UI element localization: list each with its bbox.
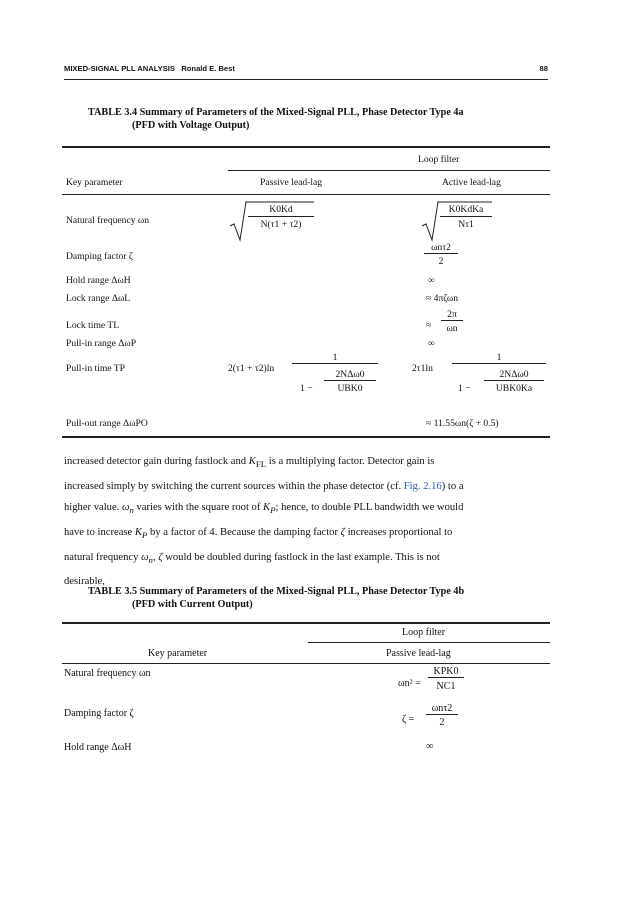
t35-row-natural-frequency: Natural frequency ωn bbox=[64, 668, 151, 679]
pullout-range-value: ≈ 11.55ωn(ζ + 0.5) bbox=[426, 418, 499, 429]
paragraph-line: desirable, bbox=[64, 576, 105, 588]
lock-range-value: ≈ 4πζωn bbox=[426, 293, 459, 304]
table-3-4-group-rule bbox=[228, 170, 550, 171]
row-damping-factor: Damping factor ζ bbox=[66, 251, 133, 262]
t35-damping-lhs: ζ = bbox=[402, 714, 415, 725]
table-3-4-bottom-rule bbox=[62, 436, 550, 438]
table-3-4-col-active: Active lead-lag bbox=[442, 177, 501, 188]
table-3-4-caption: TABLE 3.4 Summary of Parameters of the Mixed-Signal PLL, Phase Detector Type 4a (PFD with Voltage Output) bbox=[88, 107, 464, 131]
header-rule bbox=[64, 79, 548, 80]
t35-natfreq-fraction: KPK0 NC1 bbox=[428, 666, 464, 692]
figure-reference-link[interactable]: Fig. 2.16 bbox=[403, 480, 442, 492]
t35-row-hold-range: Hold range ΔωH bbox=[64, 742, 132, 753]
author-name: Ronald E. Best bbox=[181, 64, 235, 73]
t35-damping-fraction: ωnτ2 2 bbox=[426, 703, 458, 728]
active-pullin-inner-fraction: 2NΔω0 UBK0Ka bbox=[484, 369, 544, 394]
table-3-4-group-header: Loop filter bbox=[418, 154, 460, 165]
paragraph-line: increased simply by switching the current sources within the phase detector (cf. Fig. 2.16) to a bbox=[64, 480, 464, 492]
body-paragraph bbox=[64, 451, 550, 593]
table-3-4-header-rule bbox=[62, 194, 550, 195]
table-3-4-top-rule bbox=[62, 146, 550, 148]
row-hold-range: Hold range ΔωH bbox=[66, 275, 131, 286]
paragraph-line: higher value. $\omega_n$ varies with the square root of $K_P$; hence, to double PLL bandwidth we would bbox=[64, 502, 464, 516]
active-pullin-fraction: 1 bbox=[452, 352, 546, 364]
row-pullin-time: Pull-in time TP bbox=[66, 363, 125, 374]
paragraph-line: increased detector gain during fastlock and $K_{FL}$ is a multiplying factor. Detector gain is bbox=[64, 456, 435, 470]
table-3-4-col-passive: Passive lead-lag bbox=[260, 177, 323, 188]
table-3-5-col-passive: Passive lead-lag bbox=[386, 648, 451, 659]
pullin-range-value: ∞ bbox=[428, 338, 435, 349]
passive-pullin-inner-fraction: 2NΔω0 UBK0 bbox=[324, 369, 376, 394]
t35-hold-range-value: ∞ bbox=[426, 741, 434, 752]
running-title: MIXED-SIGNAL PLL ANALYSIS Ronald E. Best bbox=[64, 64, 235, 73]
passive-pullin-fraction: 1 bbox=[292, 352, 378, 364]
row-pullout-range: Pull-out range ΔωPO bbox=[66, 418, 148, 429]
lock-time-fraction: 2π ωn bbox=[441, 309, 463, 334]
active-pullin-inner-one: 1 − bbox=[458, 383, 471, 394]
page-number: 88 bbox=[539, 64, 548, 73]
active-damping-formula: ωnτ2 2 bbox=[424, 242, 458, 267]
row-natural-frequency: Natural frequency ωn bbox=[66, 215, 150, 226]
active-pullin-prefix: 2τ1ln bbox=[412, 363, 433, 374]
table-3-5-header-rule bbox=[62, 663, 550, 664]
paragraph-line: have to increase $K_P$ by a factor of 4. Because the damping factor ζ increases proportional to bbox=[64, 527, 453, 541]
table-3-5-caption: TABLE 3.5 Summary of Parameters of the Mixed-Signal PLL, Phase Detector Type 4b (PFD with Current Output) bbox=[88, 586, 465, 610]
table-3-5-group-header: Loop filter bbox=[402, 627, 446, 638]
row-lock-time: Lock time TL bbox=[66, 320, 120, 331]
t35-natfreq-lhs: ωn² = bbox=[398, 678, 421, 689]
passive-pullin-prefix: 2(τ1 + τ2)ln bbox=[228, 363, 275, 374]
paragraph-line: natural frequency $\omega_n$, ζ would be doubled during fastlock in the last example. This is not bbox=[64, 551, 440, 565]
table-3-5-group-rule bbox=[308, 642, 550, 643]
table-3-5-col-key: Key parameter bbox=[148, 648, 208, 659]
running-header bbox=[64, 64, 548, 78]
lock-time-prefix: ≈ bbox=[426, 320, 432, 331]
table-3-5-top-rule bbox=[62, 622, 550, 624]
passive-pullin-inner-one: 1 − bbox=[300, 383, 313, 394]
row-lock-range: Lock range ΔωL bbox=[66, 293, 131, 304]
table-3-4-col-key: Key parameter bbox=[66, 177, 123, 188]
t35-row-damping-factor: Damping factor ζ bbox=[64, 708, 134, 719]
hold-range-value: ∞ bbox=[428, 275, 435, 286]
row-pullin-range: Pull-in range ΔωP bbox=[66, 338, 137, 349]
